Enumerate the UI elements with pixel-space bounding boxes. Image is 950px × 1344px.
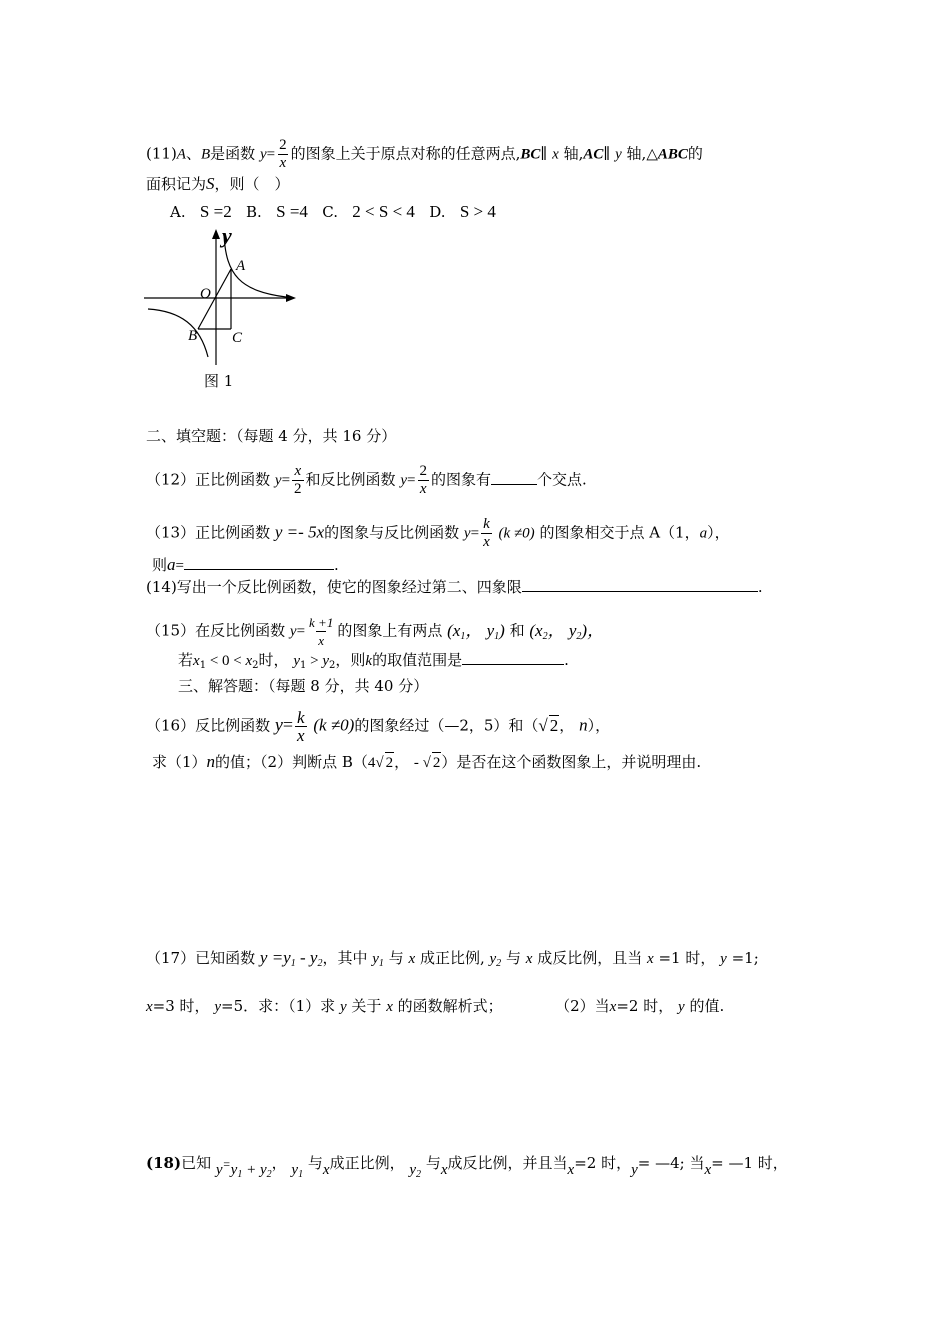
curve-branch-q1 — [224, 235, 286, 297]
q14-line: (14)写出一个反比例函数，使它的图象经过第二、四象限 . — [146, 578, 763, 596]
q16-line2: 求（1）n的值；（2）判断点 B（4√ 2， - √ 2）是否在这个函数图象上，并说明理由. — [152, 752, 702, 771]
q11-line1: (11)A、B是函数 y= $\frac{2}{x}$ 的图象上关于原点对称的任意两点,BC∥ x 轴,AC∥ y 轴,△ABC的 — [146, 137, 703, 171]
q13-fraction: $\frac{k}{x}$ — [483, 516, 490, 550]
curve-branch-q3 — [148, 309, 208, 357]
section-3-title: 三、解答题：（每题 8 分，共 40 分） — [178, 677, 429, 695]
q12-answer-blank[interactable] — [491, 470, 537, 485]
q11-fraction: $\frac{2}{x}$ — [279, 137, 287, 171]
option-b[interactable]: B. S =4 — [246, 202, 308, 221]
q13-line1: （13）正比例函数 y =- 5x的图象与反比例函数 y= $\frac{k}{x}$ (k ≠0) 的图象相交于点 A（1，a）， — [146, 516, 730, 550]
q15-answer-blank[interactable] — [462, 650, 564, 665]
q11-line2: 面积记为S，则（ ） — [146, 174, 290, 193]
q11-options — [170, 202, 496, 222]
point-b-label: B — [188, 328, 198, 344]
y-axis-arrow-icon — [212, 229, 220, 239]
q11-number: (11) — [146, 144, 177, 163]
hyperbola-graph — [140, 225, 310, 395]
q17-line2: x=3 时， y=5．求：（1）求 y 关于 x 的函数解析式； （2）当x=2 时， y 的值. — [146, 997, 725, 1015]
q18-line1: (18)已知 $y^=y_1 + y_2$， $y_1$ 与x成正比例， $y_2$ 与x成反比例，并且当x=2 时，y= —4; 当x= —1 时， — [146, 1154, 788, 1180]
point-a: A — [176, 146, 186, 163]
q17-line1: （17）已知函数 $y =y_1 - y_2$，其中 $y_1$ 与 x 成正比例, $y_2$ 与 x 成反比例，且当 x =1 时， y =1; — [146, 948, 759, 969]
q13-answer-blank[interactable] — [184, 555, 334, 570]
q16-line1: （16）反比例函数 y= $\frac{k}{x}$ (k ≠0)的图象经过（—2，5）和（√ 2， n）， — [146, 708, 611, 745]
q15-line2: 若$x_1 < 0 < x_2$时， $y_1 > y_2$，则k的取值范围是 . — [178, 651, 569, 671]
q12-fraction-2: $\frac{2}{x}$ — [419, 463, 427, 497]
q15-line1: （15）在反比例函数 y= $\frac{k +1}{x}$ 的图象上有两点 ($x_1$， $y_1$) 和 ($x_2$， $y_2$)， — [146, 615, 605, 648]
y-axis-label: y — [222, 225, 232, 248]
q16-fraction: $\frac{k}{x}$ — [297, 708, 305, 745]
origin-label: O — [200, 286, 211, 302]
q13-line2: 则a= . — [152, 555, 339, 574]
x-axis-arrow-icon — [286, 294, 296, 302]
section-2-title: 二、填空题：（每题 4 分，共 16 分） — [146, 427, 397, 445]
q12-line: （12）正比例函数 y= $\frac{x}{2}$ 和反比例函数 y= $\frac{2}{x}$ 的图象有 个交点. — [146, 463, 587, 497]
figure-caption: 图 1 — [204, 372, 234, 390]
option-d[interactable]: D. S > 4 — [429, 202, 496, 221]
option-a[interactable]: A. S =2 — [170, 202, 232, 221]
point-c-label: C — [232, 330, 243, 346]
point-a-label: A — [236, 258, 246, 274]
q14-answer-blank[interactable] — [522, 577, 758, 592]
q12-fraction-1: $\frac{x}{2}$ — [294, 463, 302, 497]
point-b: B — [200, 146, 211, 163]
q15-fraction: $\frac{k +1}{x}$ — [309, 615, 334, 648]
option-c[interactable]: C. 2 < S < 4 — [322, 202, 415, 221]
